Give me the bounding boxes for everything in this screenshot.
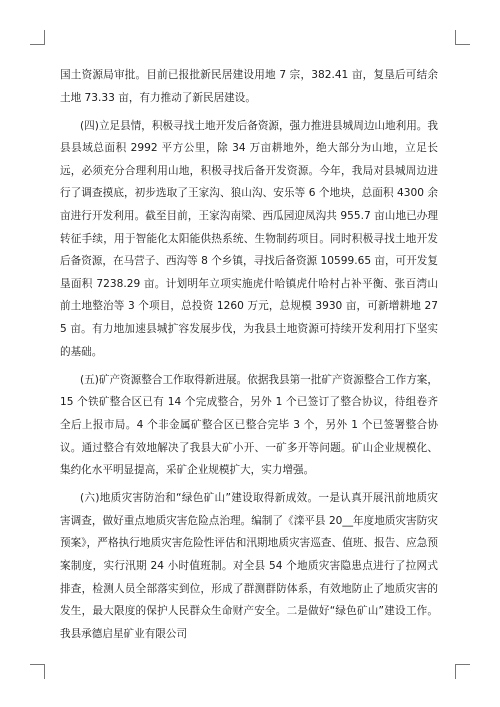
paragraph-geologic-hazard: (六)地质灾害防治和“绿色矿山”建设取得新成效。一是认真开展汛前地质灾害调查，做好重点地质灾害危险点治理。编制了《滦平县 20__年度地质灾害防灾预案》，严格执行地质灾害危险性评估和汛期地质灾害巡查、值班、报告、应急预案制度，实行汛期 24 小时值班制。对全县 54 个地质灾害隐患点进行了拉网式排查，检测人员全部落实到位，形成了群测群防体系，有效地防止了地质灾害的发生，最大限度的保护人民群众生命财产安全。二是做好“绿色矿山”建设工作。我县承德启星矿业有限公司 (60, 492, 438, 640)
crop-mark-bottom-right (455, 664, 470, 679)
crop-mark-top-right (455, 30, 470, 45)
crop-mark-top-left (30, 30, 45, 45)
crop-mark-bottom-left (30, 664, 45, 679)
paragraph-mineral-integration: (五)矿产资源整合工作取得新进展。依据我县第一批矿产资源整合工作方案，15 个铁矿整合区已有 14 个完成整合，另外 1 个已签订了整合协议，待组卷齐全后上报市局。4 个非金属矿整合区已整合完毕 3 个，另外 1 个已签署整合协议。通过整合有效地解决了我县大矿小开、一矿多开等问题。矿山企业规模化、集约化水平明显提高，采矿企业规模扩大，实力增强。 (60, 373, 438, 477)
paragraph-land-development: (四)立足县情，积极寻找土地开发后备资源，强力推进县城周边山地利用。我县县域总面积 2992 平方公里，除 34 万亩耕地外，绝大部分为山地，立足长远，必须充分合理利用山地，积极寻找后备开发资源。今年，我局对县城周边进行了调查摸底，初步选取了王家沟、狼山沟、安乐等 6 个地块，总面积 4300 余亩进行开发利用。截至目前，王家沟南梁、西瓜园迎凤沟共 955.7 亩山地已办理转征手续，用于智能化太阳能供热系统、生物制药项目。同时积极寻找土地开发后备资源，在马营子、西沟等 8 个乡镇，寻找后备资源 10599.65 亩，可开发复垦面积 7238.29 亩。计划明年立项实施虎什哈镇虎什哈村占补平衡、张百湾山前土地整治等 3 个项目，总投资 1260 万元，总规模 3930 亩，可新增耕地 275 亩。有力地加速县城扩容发展步伐，为我县土地资源可持续开发利用打下坚实的基础。 (60, 119, 438, 358)
document-body (60, 64, 438, 651)
paragraph-continuation: 国土资源局审批。目前已报批新民居建设用地 7 宗，382.41 亩，复垦后可结余土地 73.33 亩，有力推动了新民居建设。 (60, 69, 438, 104)
